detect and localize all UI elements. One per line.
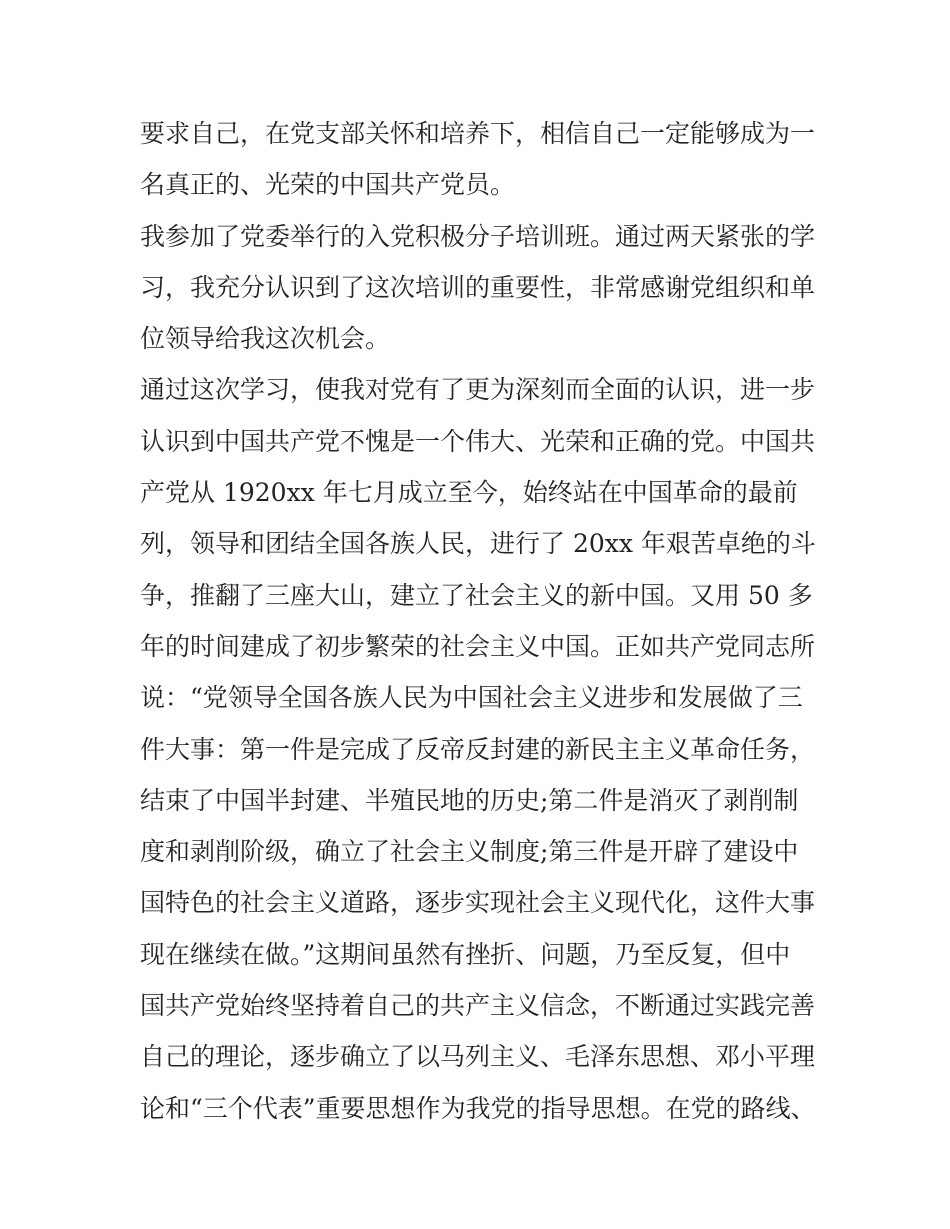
text-line-2: 名真正的、光荣的中国共产党员。 — [140, 170, 516, 200]
text-line-8: 产党从 1920xx 年七月成立至今，始终站在中国革命的最前 — [140, 478, 798, 508]
text-line-7: 认识到中国共产党不愧是一个伟大、光荣和正确的党。中国共 — [140, 426, 816, 456]
text-line-10: 争，推翻了三座大山，建立了社会主义的新中国。又用 50 多 — [140, 580, 813, 610]
text-line-1: 要求自己，在党支部关怀和培养下，相信自己一定能够成为一 — [140, 119, 816, 148]
text-line-12: 说：“党领导全国各族人民为中国社会主义进步和发展做了三 — [140, 683, 803, 713]
body-text — [140, 108, 820, 1134]
text-line-6: 通过这次学习，使我对党有了更为深刻而全面的认识，进一步 — [140, 375, 816, 405]
text-line-5: 位领导给我这次机会。 — [140, 324, 391, 354]
text-line-18: 国共产党始终坚持着自己的共产主义信念，不断通过实践完善 — [140, 991, 816, 1021]
text-line-4: 习，我充分认识到了这次培训的重要性，非常感谢党组织和单 — [140, 272, 816, 302]
text-line-14: 结束了中国半封建、半殖民地的历史;第二件是消灭了剥削制 — [140, 785, 799, 815]
text-line-19: 自己的理论，逐步确立了以马列主义、毛泽东思想、邓小平理 — [140, 1042, 816, 1072]
text-line-3: 我参加了党委举行的入党积极分子培训班。通过两天紧张的学 — [140, 221, 816, 251]
text-line-9: 列，领导和团结全国各族人民，进行了 20xx 年艰苦卓绝的斗 — [140, 529, 816, 559]
text-line-20: 论和“三个代表”重要思想作为我党的指导思想。在党的路线、 — [140, 1093, 816, 1123]
text-line-15: 度和剥削阶级，确立了社会主义制度;第三件是开辟了建设中 — [140, 837, 799, 867]
text-line-16: 国特色的社会主义道路，逐步实现社会主义现代化，这件大事 — [140, 888, 816, 918]
text-line-13: 件大事：第一件是完成了反帝反封建的新民主主义革命任务， — [140, 734, 816, 764]
text-line-17: 现在继续在做。”这期间虽然有挫折、问题，乃至反复，但中 — [140, 939, 791, 969]
text-line-11: 年的时间建成了初步繁荣的社会主义中国。正如共产党同志所 — [140, 631, 816, 661]
